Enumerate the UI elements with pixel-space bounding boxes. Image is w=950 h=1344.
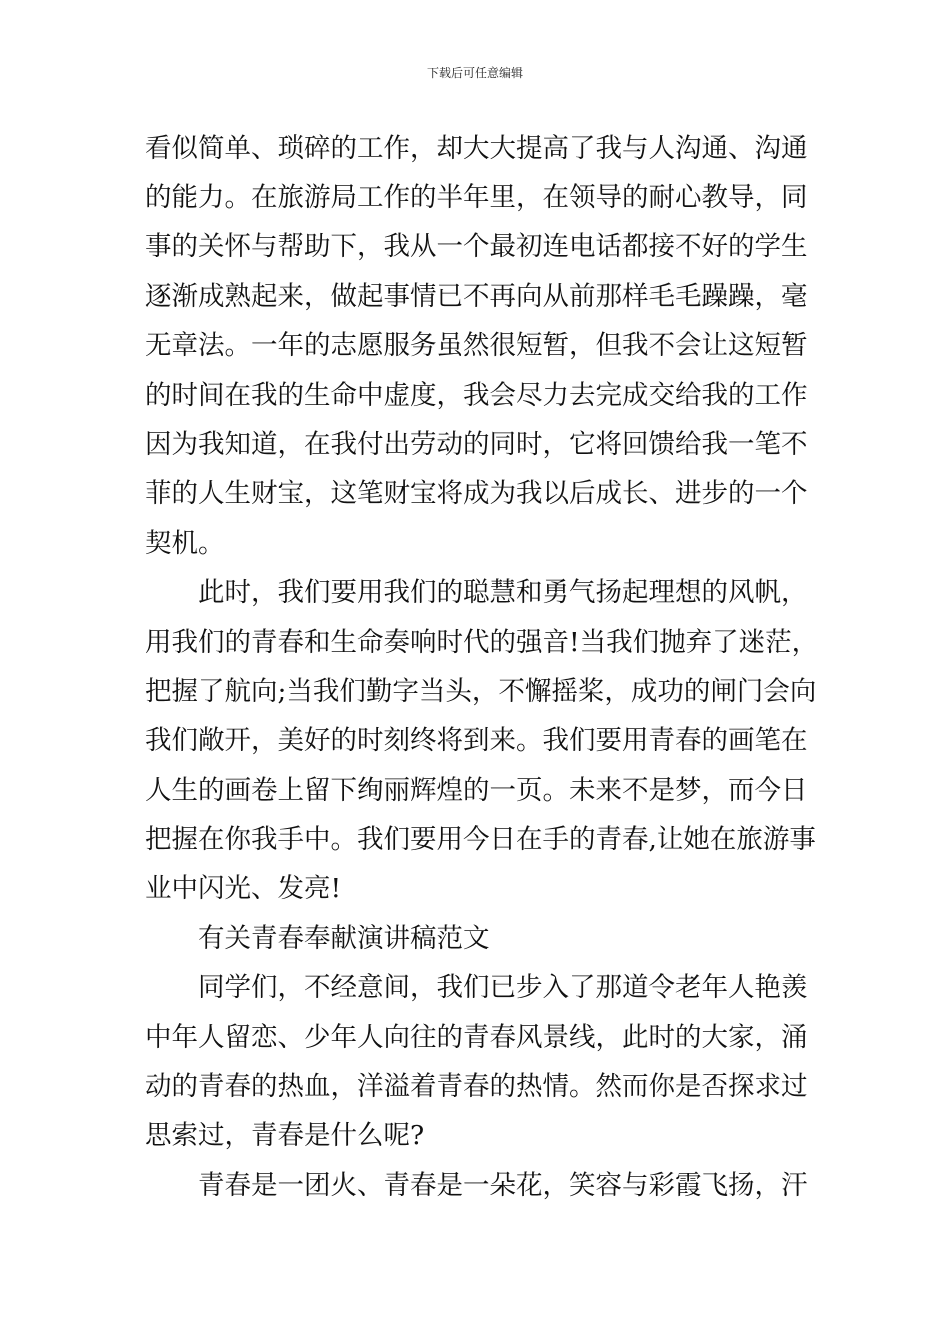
text-line-22: 青春是一团火、青春是一朵花，笑容与彩霞飞扬，汗 <box>198 1170 808 1201</box>
text-line-15: 把握在你我手中。我们要用今日在手的青春,让她在旅游事 <box>145 824 816 855</box>
text-line-10: 此时，我们要用我们的聪慧和勇气扬起理想的风帆， <box>198 577 808 608</box>
text-line-2: 的能力。在旅游局工作的半年里，在领导的耐心教导，同 <box>145 182 808 213</box>
text-line-20: 动的青春的热血，洋溢着青春的热情。然而你是否探求过 <box>145 1071 808 1102</box>
text-line-3: 事的关怀与帮助下，我从一个最初连电话都接不好的学生 <box>145 231 808 262</box>
text-line-9: 契机。 <box>145 528 225 559</box>
text-line-8: 菲的人生财宝，这笔财宝将成为我以后成长、进步的一个 <box>145 478 808 509</box>
section-heading: 有关青春奉献演讲稿范文 <box>198 923 490 954</box>
page-header: 下载后可任意编辑 <box>426 66 523 80</box>
text-line-14: 人生的画卷上留下绚丽辉煌的一页。未来不是梦，而今日 <box>145 775 808 806</box>
text-line-7: 因为我知道，在我付出劳动的同时，它将回馈给我一笔不 <box>145 429 808 460</box>
text-line-4: 逐渐成熟起来，做起事情已不再向从前那样毛毛躁躁，毫 <box>145 281 808 312</box>
text-line-21: 思索过，青春是什么呢? <box>145 1120 425 1151</box>
text-line-12: 把握了航向;当我们勤字当头，不懈摇桨，成功的闸门会向 <box>145 676 817 707</box>
text-line-5: 无章法。一年的志愿服务虽然很短暂，但我不会让这短暂 <box>145 330 808 361</box>
text-line-18: 同学们，不经意间，我们已步入了那道令老年人艳羡 <box>198 972 808 1003</box>
text-line-16: 业中闪光、发亮! <box>145 873 342 904</box>
text-line-13: 我们敞开，美好的时刻终将到来。我们要用青春的画笔在 <box>145 725 808 756</box>
text-line-6: 的时间在我的生命中虚度，我会尽力去完成交给我的工作 <box>145 380 808 411</box>
text-line-11: 用我们的青春和生命奏响时代的强音!当我们抛弃了迷茫， <box>145 627 819 658</box>
text-line-1: 看似简单、琐碎的工作，却大大提高了我与人沟通、沟通 <box>145 133 808 164</box>
text-line-19: 中年人留恋、少年人向往的青春风景线，此时的大家，涌 <box>145 1022 808 1053</box>
